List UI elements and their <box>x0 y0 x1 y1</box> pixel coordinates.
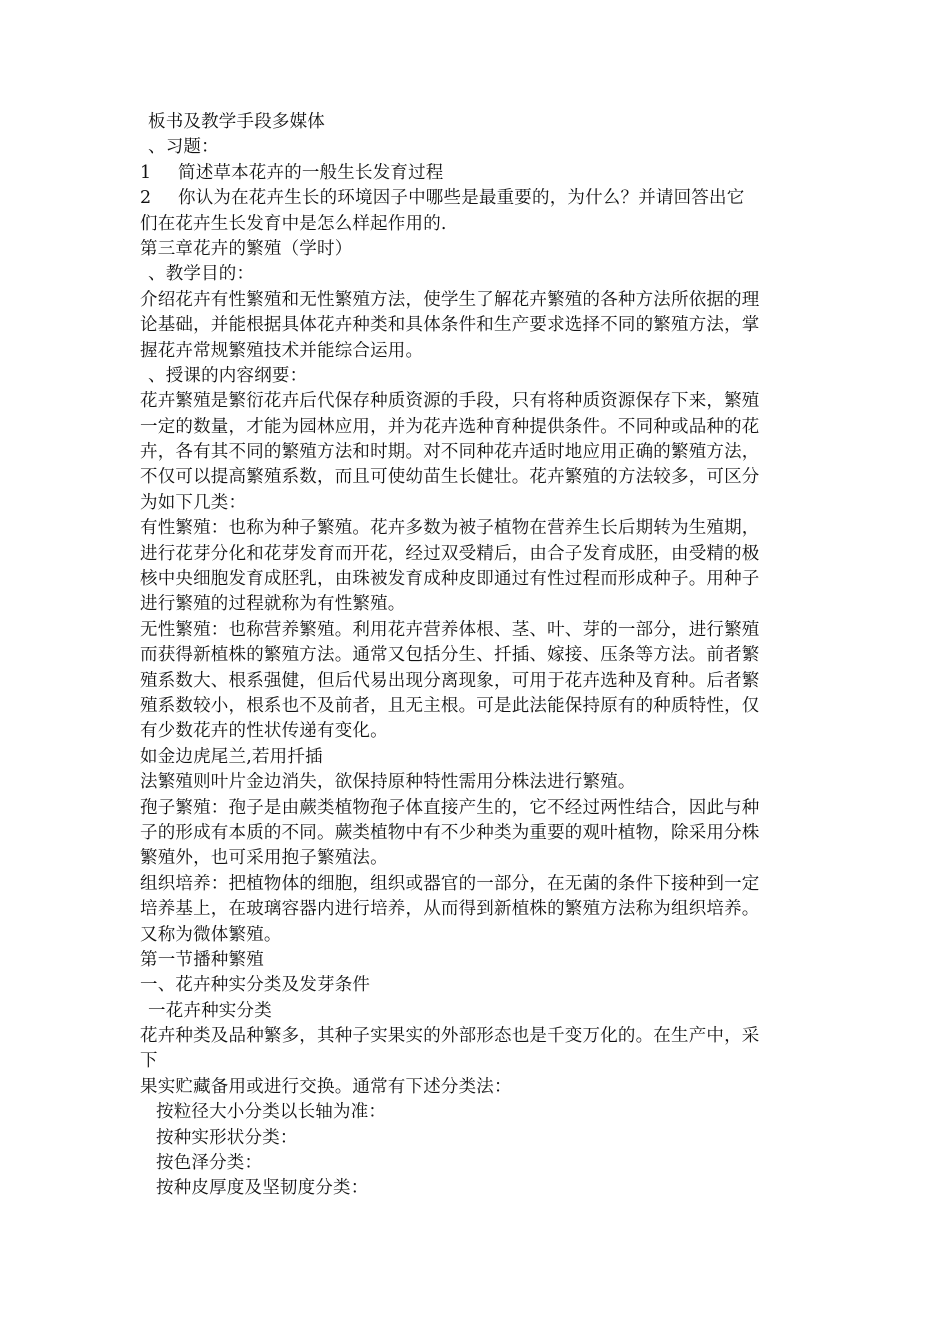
text-line: 卉，各有其不同的繁殖方法和时期。对不同种花卉适时地应用正确的繁殖方法， <box>140 442 760 463</box>
text-line: 法繁殖则叶片金边消失，欲保持原种特性需用分株法进行繁殖。 <box>140 772 636 793</box>
subsection-title: 一花卉种实分类 <box>148 1000 272 1021</box>
text-line: 进行繁殖的过程就称为有性繁殖。 <box>140 594 406 615</box>
list-item: 按粒径大小分类以长轴为准： <box>156 1102 387 1123</box>
text-line: 如金边虎尾兰,若用扦插 <box>140 746 323 767</box>
text-line: 板书及教学手段多媒体 <box>148 112 325 132</box>
text-line: 无性繁殖：也称营养繁殖。利用花卉营养体根、茎、叶、芽的一部分，进行繁殖 <box>140 619 760 640</box>
section-heading: 、习题： <box>148 137 219 158</box>
text-line: 殖系数较小，根系也不及前者，且无主根。可是此法能保持原有的种质特性，仅 <box>140 695 760 716</box>
section-heading: 、授课的内容纲要： <box>148 365 308 386</box>
exercise-item <box>140 161 820 186</box>
chapter-title: 第三章花卉的繁殖（学时） <box>140 238 353 259</box>
list-item: 按种实形状分类： <box>156 1127 298 1148</box>
list-item: 按种皮厚度及坚韧度分类： <box>156 1178 369 1199</box>
text-line: 有少数花卉的性状传递有变化。 <box>140 721 388 742</box>
text-line: 繁殖外，也可采用抱子繁殖法。 <box>140 848 388 869</box>
text-line: 不仅可以提高繁殖系数，而且可使幼苗生长健壮。花卉繁殖的方法较多，可区分 <box>140 467 760 488</box>
text-line: 殖系数大、根系强健，但后代易出现分离现象，可用于花卉选种及育种。后者繁 <box>140 670 760 691</box>
item-number: 2 <box>140 188 152 209</box>
text-line: 为如下几类： <box>140 492 247 513</box>
item-text: 你认为在花卉生长的环境因子中哪些是最重要的，为什么？并请回答出它 <box>178 188 745 209</box>
text-line: 一定的数量，才能为园林应用，并为花卉选种育种提供条件。不同种或品种的花 <box>140 416 760 437</box>
text-line: 而获得新植株的繁殖方法。通常又包括分生、扦插、嫁接、压条等方法。前者繁 <box>140 645 760 666</box>
text-line: 核中央细胞发育成胚乳，由珠被发育成种皮即通过有性过程而形成种子。用种子 <box>140 569 760 590</box>
text-line: 培养基上，在玻璃容器内进行培养，从而得到新植株的繁殖方法称为组织培养。 <box>140 899 760 920</box>
section-heading: 、教学目的： <box>148 264 255 285</box>
item-number: 1 <box>140 162 152 183</box>
text-line: 下 <box>140 1051 158 1072</box>
list-item: 按色泽分类： <box>156 1153 263 1174</box>
text-line: 组织培养：把植物体的细胞，组织或器官的一部分，在无菌的条件下接种到一定 <box>140 873 760 894</box>
text-line: 握花卉常规繁殖技术并能综合运用。 <box>140 340 424 361</box>
text-line: 论基础，并能根据具体花卉种类和具体条件和生产要求选择不同的繁殖方法，掌 <box>140 315 760 336</box>
section-title: 第一节播种繁殖 <box>140 949 264 970</box>
text-line: 介绍花卉有性繁殖和无性繁殖方法，使学生了解花卉繁殖的各种方法所依据的理 <box>140 289 760 310</box>
subsection-title: 一、花卉种实分类及发芽条件 <box>140 975 371 996</box>
text-line: 进行花芽分化和花芽发育而开花，经过双受精后，由合子发育成胚，由受精的极 <box>140 543 760 564</box>
text-line: 果实贮藏备用或进行交换。通常有下述分类法： <box>140 1076 512 1097</box>
document-page <box>140 110 820 1202</box>
exercise-item <box>140 186 820 211</box>
text-line: 有性繁殖：也称为种子繁殖。花卉多数为被子植物在营养生长后期转为生殖期， <box>140 518 760 539</box>
text-line: 花卉繁殖是繁衍花卉后代保存种质资源的手段，只有将种质资源保存下来，繁殖 <box>140 391 760 412</box>
text-line: 花卉种类及品种繁多，其种子实果实的外部形态也是千变万化的。在生产中，采 <box>140 1026 760 1047</box>
text-line: 们在花卉生长发育中是怎么样起作用的. <box>140 213 447 234</box>
text-line: 又称为微体繁殖。 <box>140 924 282 945</box>
text-line: 孢子繁殖：孢子是由蕨类植物孢子体直接产生的，它不经过两性结合，因此与种 <box>140 797 760 818</box>
text-line: 子的形成有本质的不同。蕨类植物中有不少种类为重要的观叶植物，除采用分株 <box>140 822 760 843</box>
item-text: 简述草本花卉的一般生长发育过程 <box>178 162 444 183</box>
